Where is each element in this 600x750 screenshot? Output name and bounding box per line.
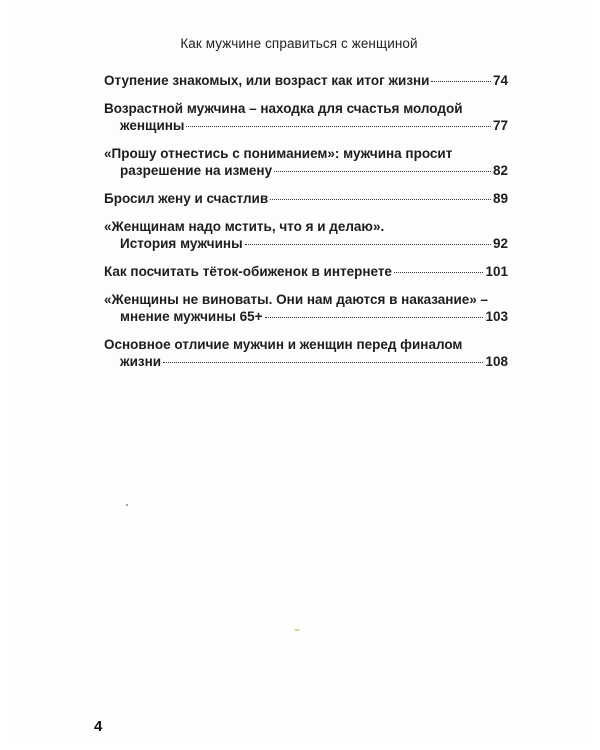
print-speck xyxy=(294,629,300,631)
dot-leader xyxy=(431,81,490,82)
toc-entry xyxy=(104,145,508,179)
toc-entry-line xyxy=(104,162,508,179)
dot-leader xyxy=(245,244,491,245)
dot-leader xyxy=(265,317,484,318)
toc-entry-line xyxy=(104,336,508,353)
toc-entry-line xyxy=(104,263,508,280)
toc-entry xyxy=(104,100,508,134)
toc-entry-line xyxy=(104,100,508,117)
book-page xyxy=(8,6,590,742)
toc-page-number: 108 xyxy=(485,354,508,369)
toc-entry xyxy=(104,263,508,280)
toc-entry-line xyxy=(104,218,508,235)
toc-page-number: 92 xyxy=(492,236,508,251)
toc-entry-line xyxy=(104,117,508,134)
toc-entry-title: разрешение на измену xyxy=(120,163,273,178)
toc-entry-title: женщины xyxy=(120,118,185,133)
toc-entry-title: «Женщины не виноваты. Они нам даются в наказание» – xyxy=(104,292,489,307)
toc-entry xyxy=(104,190,508,207)
toc-entry-title: Бросил жену и счастлив xyxy=(104,191,269,206)
dot-leader xyxy=(270,199,491,200)
table-of-contents xyxy=(104,72,508,381)
toc-entry-title: Как посчитать тёток-обиженок в интернете xyxy=(104,264,392,279)
toc-entry xyxy=(104,336,508,370)
dot-leader xyxy=(163,362,483,363)
toc-entry xyxy=(104,72,508,89)
toc-entry-line xyxy=(104,145,508,162)
toc-entry-title: Отупение знакомых, или возраст как итог жизни xyxy=(104,73,430,88)
toc-page-number: 101 xyxy=(485,264,508,279)
toc-entry-title: мнение мужчины 65+ xyxy=(120,309,263,324)
toc-entry-line xyxy=(104,291,508,308)
toc-entry-line xyxy=(104,72,508,89)
toc-entry-line xyxy=(104,308,508,325)
toc-page-number: 103 xyxy=(485,309,508,324)
running-head: Как мужчине справиться с женщиной xyxy=(180,36,418,51)
toc-entry xyxy=(104,218,508,252)
toc-entry-line xyxy=(104,190,508,207)
dot-leader xyxy=(186,126,491,127)
toc-entry-title: История мужчины xyxy=(120,236,243,251)
toc-page-number: 74 xyxy=(492,73,508,88)
toc-page-number: 82 xyxy=(492,163,508,178)
dot-leader xyxy=(394,272,484,273)
toc-entry-title: Возрастной мужчина – находка для счастья молодой xyxy=(104,101,463,116)
toc-entry-title: «Женщинам надо мстить, что я и делаю». xyxy=(104,219,385,234)
page-number: 4 xyxy=(94,718,103,735)
toc-entry-title: жизни xyxy=(120,354,162,369)
toc-entry-title: «Прошу отнестись с пониманием»: мужчина просит xyxy=(104,146,453,161)
print-speck xyxy=(126,504,128,506)
toc-entry-line xyxy=(104,353,508,370)
toc-entry xyxy=(104,291,508,325)
dot-leader xyxy=(274,171,491,172)
toc-entry-title: Основное отличие мужчин и женщин перед финалом xyxy=(104,337,463,352)
toc-page-number: 77 xyxy=(492,118,508,133)
toc-entry-line xyxy=(104,235,508,252)
toc-page-number: 89 xyxy=(492,191,508,206)
